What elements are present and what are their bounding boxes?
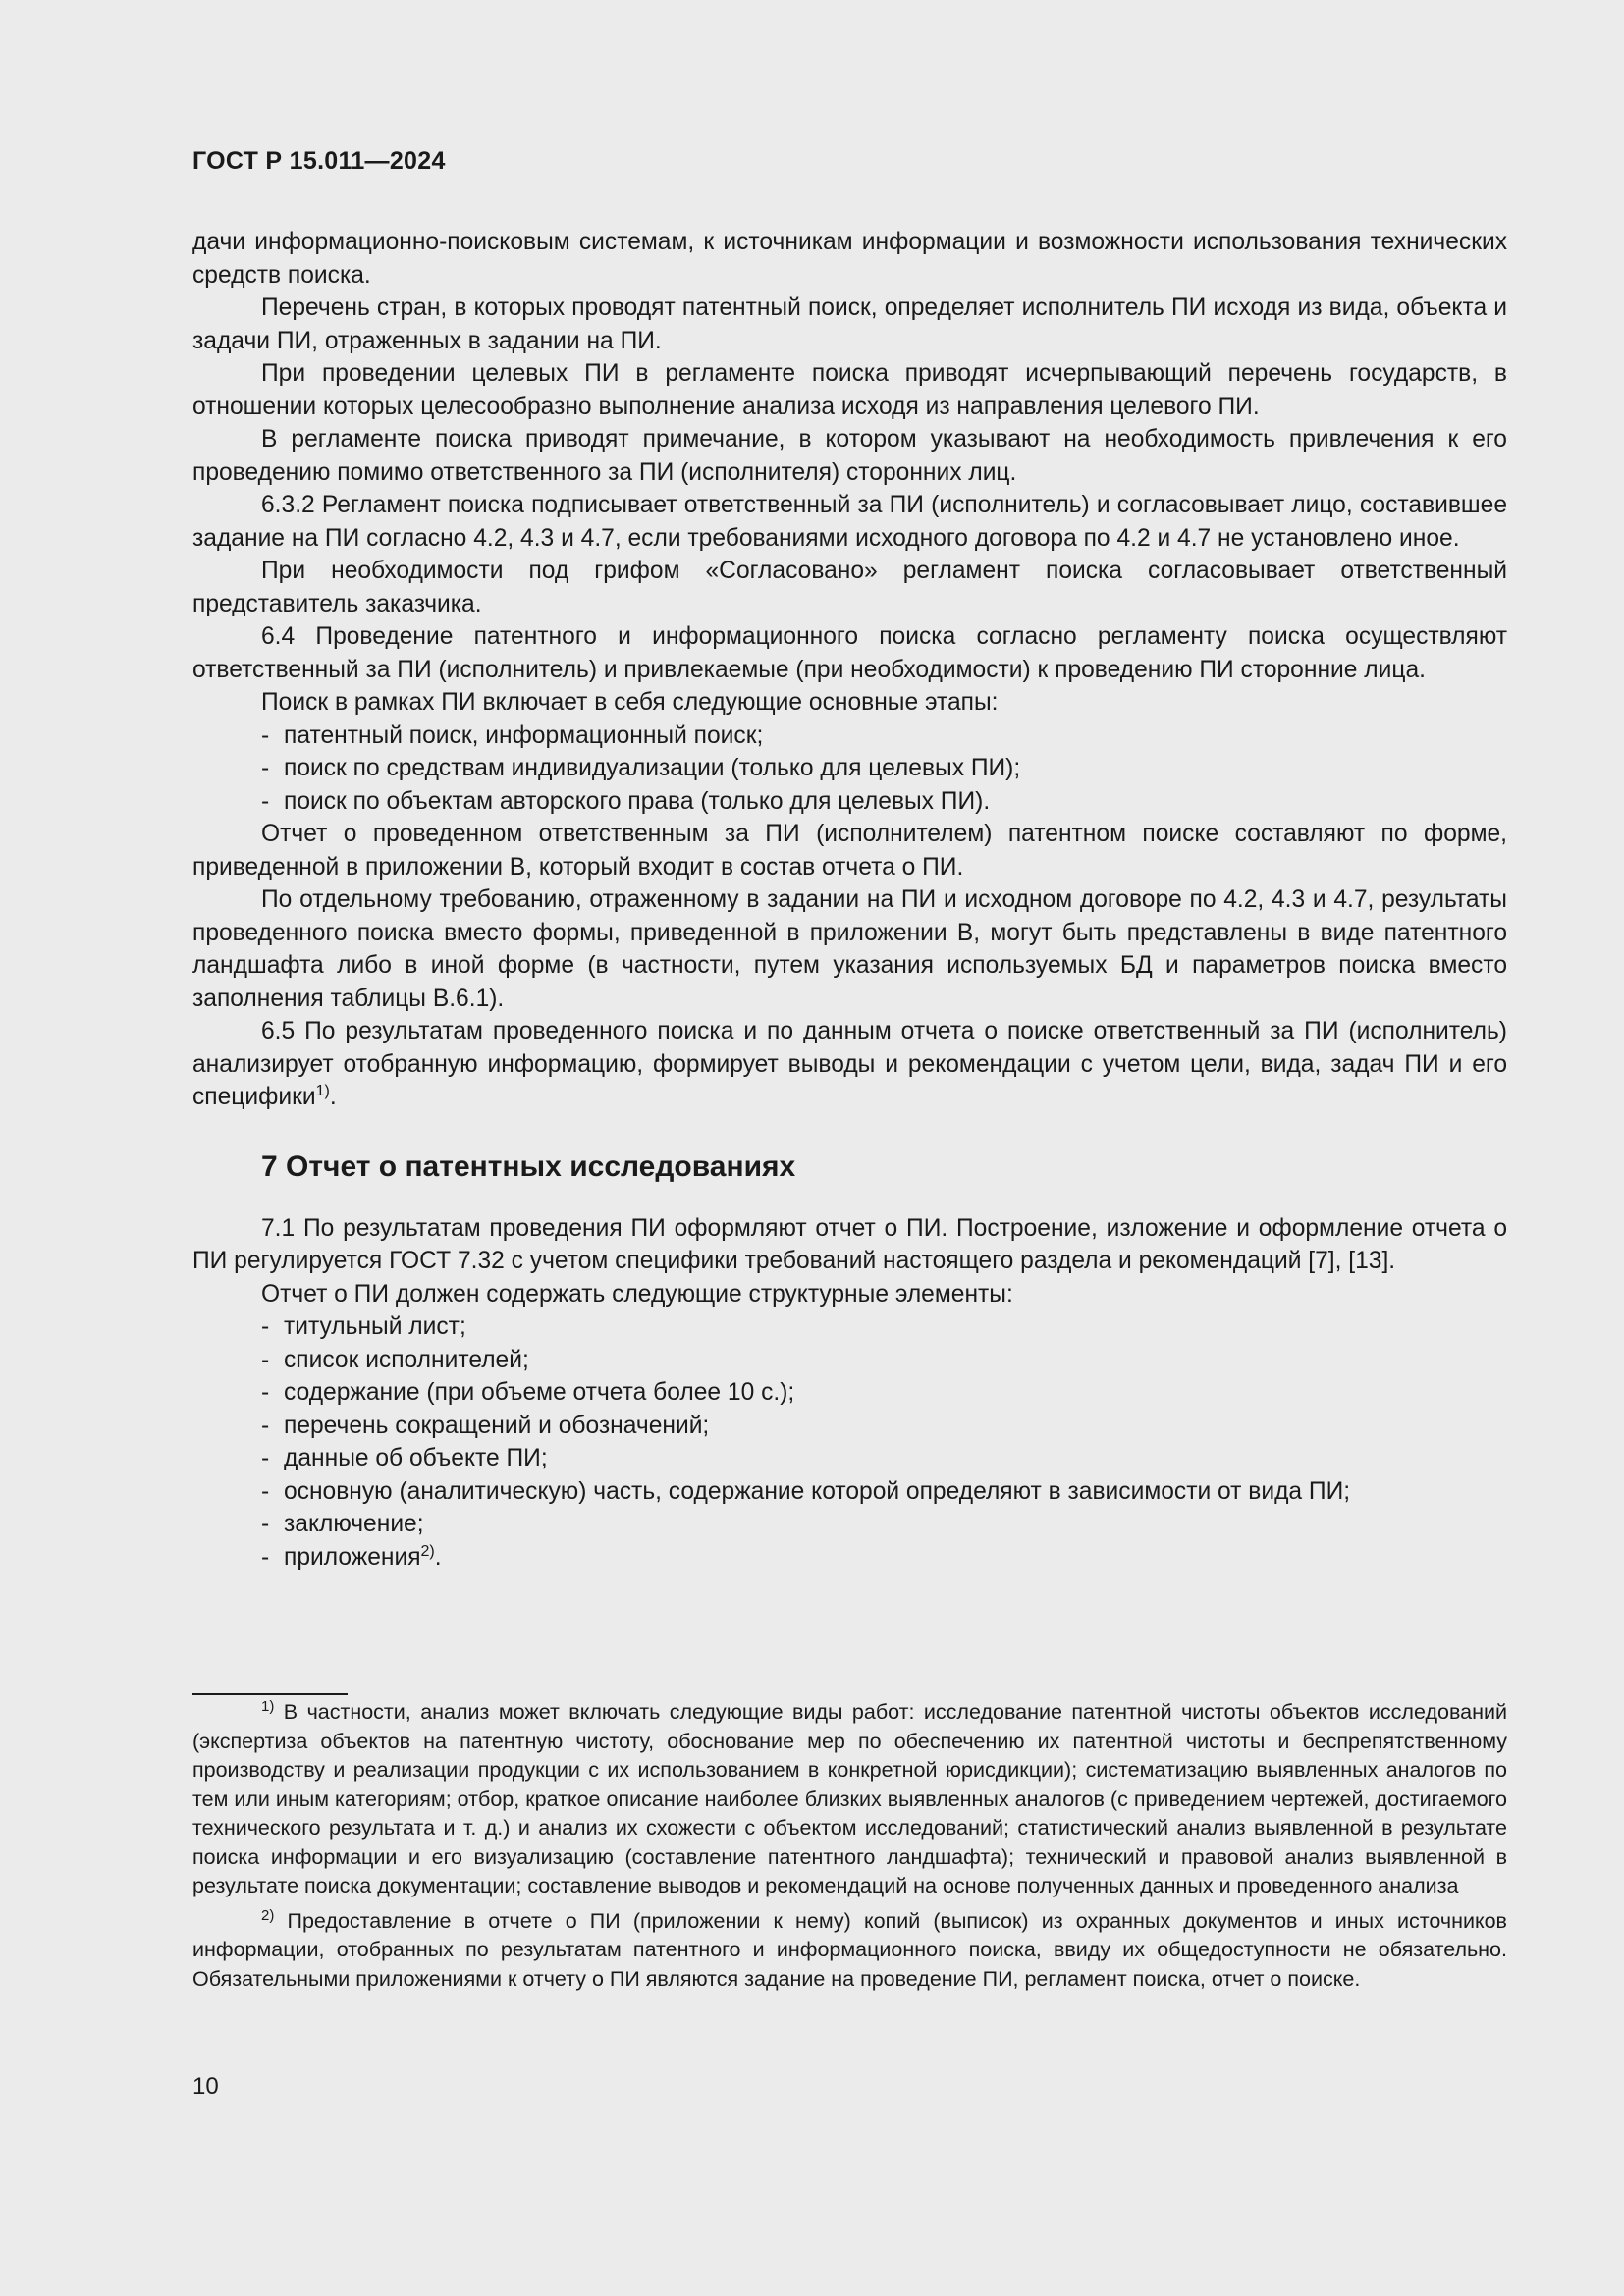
paragraph: В регламенте поиска приводят примечание, в котором указывают на необходимость привлечения к его проведению помимо ответственного за ПИ (исполнителя) сторонних лиц.	[192, 426, 1507, 486]
paragraph: Отчет о ПИ должен содержать следующие структурные элементы:	[261, 1280, 1013, 1308]
paragraph: дачи информационно-поисковым системам, к источникам информации и возможности использования технических средств поиска.	[192, 229, 1507, 289]
paragraph-6-3-2: 6.3.2 Регламент поиска подписывает ответственный за ПИ (исполнитель) и согласовывает лицо, составившее задание на ПИ согласно 4.2, 4.3 и 4.7, если требованиями исходного договора по 4.2 и 4.7 не установлено иное.	[192, 492, 1507, 552]
footnotes	[192, 1698, 1507, 2000]
page-number: 10	[192, 2073, 219, 2100]
footnote-ref-2[interactable]: 2)	[420, 1542, 435, 1560]
paragraph: Перечень стран, в которых проводят патентный поиск, определяет исполнитель ПИ исходя из вида, объекта и задачи ПИ, отраженных в задании на ПИ.	[192, 294, 1507, 354]
list-item: - поиск по средствам индивидуализации (только для целевых ПИ);	[261, 755, 1021, 781]
section-7-heading: 7 Отчет о патентных исследованиях	[261, 1149, 796, 1183]
list-item: - титульный лист;	[261, 1313, 466, 1340]
body-text	[192, 226, 1507, 1574]
paragraph-6-4: 6.4 Проведение патентного и информационного поиска согласно регламенту поиска осуществляют ответственный за ПИ (исполнитель) и привлекаемые (при необходимости) к проведению ПИ сторонние лица.	[192, 623, 1507, 683]
list-item: - патентный поиск, информационный поиск;	[261, 721, 764, 749]
list-item: - поиск по объектам авторского права (только для целевых ПИ).	[261, 787, 991, 815]
footnote-separator	[192, 1693, 348, 1695]
list-item: - приложения$^{2)}$.	[261, 1542, 442, 1571]
list-item: - основную (аналитическую) часть, содержание которой определяют в зависимости от вида ПИ;	[261, 1477, 1351, 1505]
paragraph: Отчет о проведенном ответственным за ПИ (исполнителем) патентном поиске составляют по форме, приведенной в приложении В, который входит в состав отчета о ПИ.	[192, 821, 1507, 881]
list-item: - заключение;	[261, 1511, 424, 1537]
document-code-header: ГОСТ Р 15.011—2024	[192, 147, 446, 175]
report-elements-list	[192, 1310, 1507, 1574]
footnote-ref-1[interactable]: 1)	[315, 1082, 330, 1099]
list-item: - перечень сокращений и обозначений;	[261, 1412, 710, 1439]
paragraph-6-5: 6.5 По результатам проведенного поиска и по данным отчета о поиске ответственный за ПИ (исполнитель) анализирует отобранную информацию, формирует выводы и рекомендации с учетом цели, вида, задач ПИ и его специфики$^{1)}$.	[192, 1018, 1507, 1110]
list-item: - данные об объекте ПИ;	[261, 1445, 548, 1471]
paragraph: По отдельному требованию, отраженному в задании на ПИ и исходном договоре по 4.2, 4.3 и 4.7, результаты проведенного поиска вместо формы, приведенной в приложении В, могут быть представлены в виде патентного ландшафта либо в иной форме (в частности, путем указания используемых БД и параметров поиска вместо заполнения таблицы В.6.1).	[192, 886, 1507, 1012]
list-item: - список исполнителей;	[261, 1346, 529, 1373]
paragraph: Поиск в рамках ПИ включает в себя следующие основные этапы:	[261, 689, 999, 716]
paragraph-7-1: 7.1 По результатам проведения ПИ оформляют отчет о ПИ. Построение, изложение и оформление отчета о ПИ регулируется ГОСТ 7.32 с учетом специфики требований настоящего раздела и рекомендаций [7], [13].	[192, 1214, 1507, 1274]
search-stages-list	[192, 720, 1507, 819]
footnote-2: $^{2)}$ Предоставление в отчете о ПИ (приложении к нему) копий (выписок) из охранных документов и иных источников информации, отобранных по результатам патентного и информационного поиска, ввиду их общедоступности не обязательно. Обязательными приложениями к отчету о ПИ являются задание на проведение ПИ, регламент поиска, отчет о поиске.	[192, 1906, 1507, 1991]
paragraph: При проведении целевых ПИ в регламенте поиска приводят исчерпывающий перечень государств, в отношении которых целесообразно выполнение анализа исходя из направления целевого ПИ.	[192, 360, 1507, 420]
footnote-1: $^{1)}$ В частности, анализ может включать следующие виды работ: исследование патентной чистоты объектов исследований (экспертиза объектов на патентную чистоту, обоснование мер по обеспечению их патентной чистоты и беспрепятственному производству и реализации продукции с их использованием в конкретной юрисдикции); систематизацию выявленных аналогов по тем или иным категориям; отбор, краткое описание наиболее близких выявленных аналогов (с приведением чертежей, достигаемого технического результата и т. д.) и анализ их схожести с объектом исследований; статистический анализ выявленной в результате поиска информации и его визуализацию (составление патентного ландшафта); технический и правовой анализ выявленной в результате поиска документации; составление выводов и рекомендаций на основе полученных данных и проведенного анализа	[192, 1697, 1507, 1897]
list-item: - содержание (при объеме отчета более 10 с.);	[261, 1379, 795, 1406]
paragraph: При необходимости под грифом «Согласовано» регламент поиска согласовывает ответственный представитель заказчика.	[192, 558, 1507, 617]
